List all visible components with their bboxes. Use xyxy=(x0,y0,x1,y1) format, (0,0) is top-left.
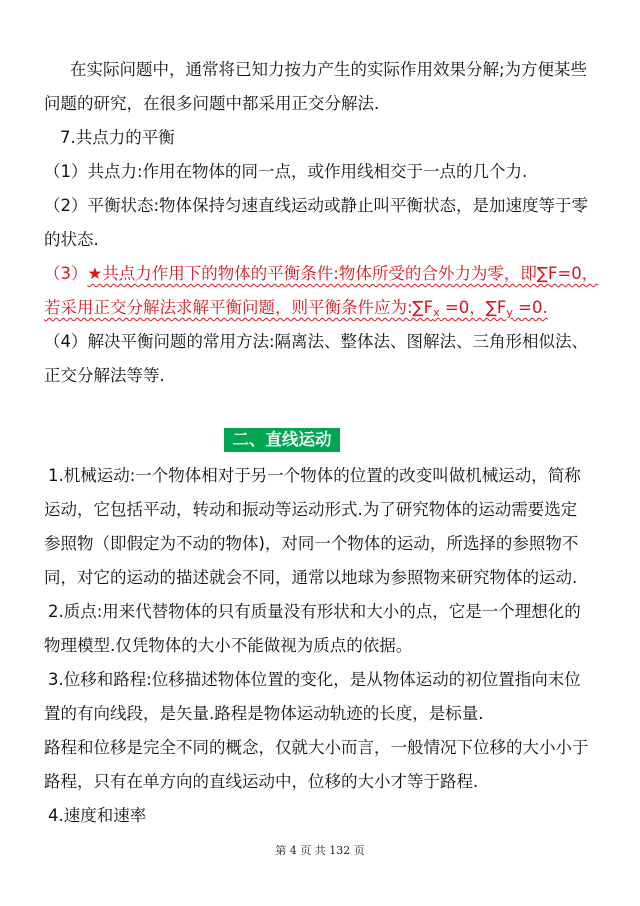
item-3 xyxy=(44,262,640,286)
item-3-cont xyxy=(44,296,640,325)
item-4-cont: 正交分解法等等. xyxy=(44,366,165,385)
item-3-prefix: （3） xyxy=(44,264,88,283)
item-1: （1）共点力:作用在物体的同一点，或作用线相交于一点的几个力. xyxy=(44,162,528,181)
subscript-x: x xyxy=(433,306,440,319)
paragraph-line: 问题的研究，在很多问题中都采用正交分解法. xyxy=(44,94,380,113)
heading-7: 7.共点力的平衡 xyxy=(60,128,175,147)
paragraph-line: 同，对它的运动的描述就会不同，通常以地球为参照物来研究物体的运动. xyxy=(44,568,578,587)
heading-4: 4.速度和速率 xyxy=(48,806,147,825)
paragraph-line: 运动，它包括平动，转动和振动等运动形式.为了研究物体的运动需要选定 xyxy=(44,500,578,519)
formula-part: =0，∑F xyxy=(439,298,507,317)
subscript-y: y xyxy=(506,306,513,319)
formula-part: 若采用正交分解法求解平衡问题，则平衡条件应为:∑F xyxy=(44,298,434,317)
formula-part: =0. xyxy=(512,298,548,317)
item-2: （2）平衡状态:物体保持匀速直线运动或静止叫平衡状态，是加速度等于零 xyxy=(44,196,589,215)
paragraph-line: 在实际问题中，通常将已知力按力产生的实际作用效果分解;为方便某些 xyxy=(70,60,588,79)
paragraph-line: 2.质点:用来代替物体的只有质量没有形状和大小的点，它是一个理想化的 xyxy=(48,602,581,621)
page-number: 第 4 页 共 132 页 xyxy=(275,844,365,857)
paragraph-line: 参照物（即假定为不动的物体)，对同一个物体的运动，所选择的参照物不 xyxy=(44,534,579,553)
paragraph-line: 物理模型.仅凭物体的大小不能做视为质点的依据。 xyxy=(44,636,413,655)
item-4: （4）解决平衡问题的常用方法:隔离法、整体法、图解法、三角形相似法、 xyxy=(44,332,589,351)
paragraph-line: 置的有向线段，是矢量.路程是物体运动轨迹的长度，是标量. xyxy=(44,704,484,723)
section-title: 二、直线运动 xyxy=(224,428,340,452)
equilibrium-condition-text: ★共点力作用下的物体的平衡条件:物体所受的合外力为零，即∑F=0， xyxy=(87,264,599,283)
orthogonal-condition-text xyxy=(44,298,548,317)
paragraph-line: 路程和位移是完全不同的概念，仅就大小而言，一般情况下位移的大小小于 xyxy=(44,738,589,757)
paragraph-line: 路程，只有在单方向的直线运动中，位移的大小才等于路程. xyxy=(44,772,479,791)
paragraph-line: 1.机械运动:一个物体相对于另一个物体的位置的改变叫做机械运动，简称 xyxy=(48,466,581,485)
item-2-cont: 的状态. xyxy=(44,230,99,249)
paragraph-line: 3.位移和路程:位移描述物体位置的变化，是从物体运动的初位置指向末位 xyxy=(48,670,581,689)
